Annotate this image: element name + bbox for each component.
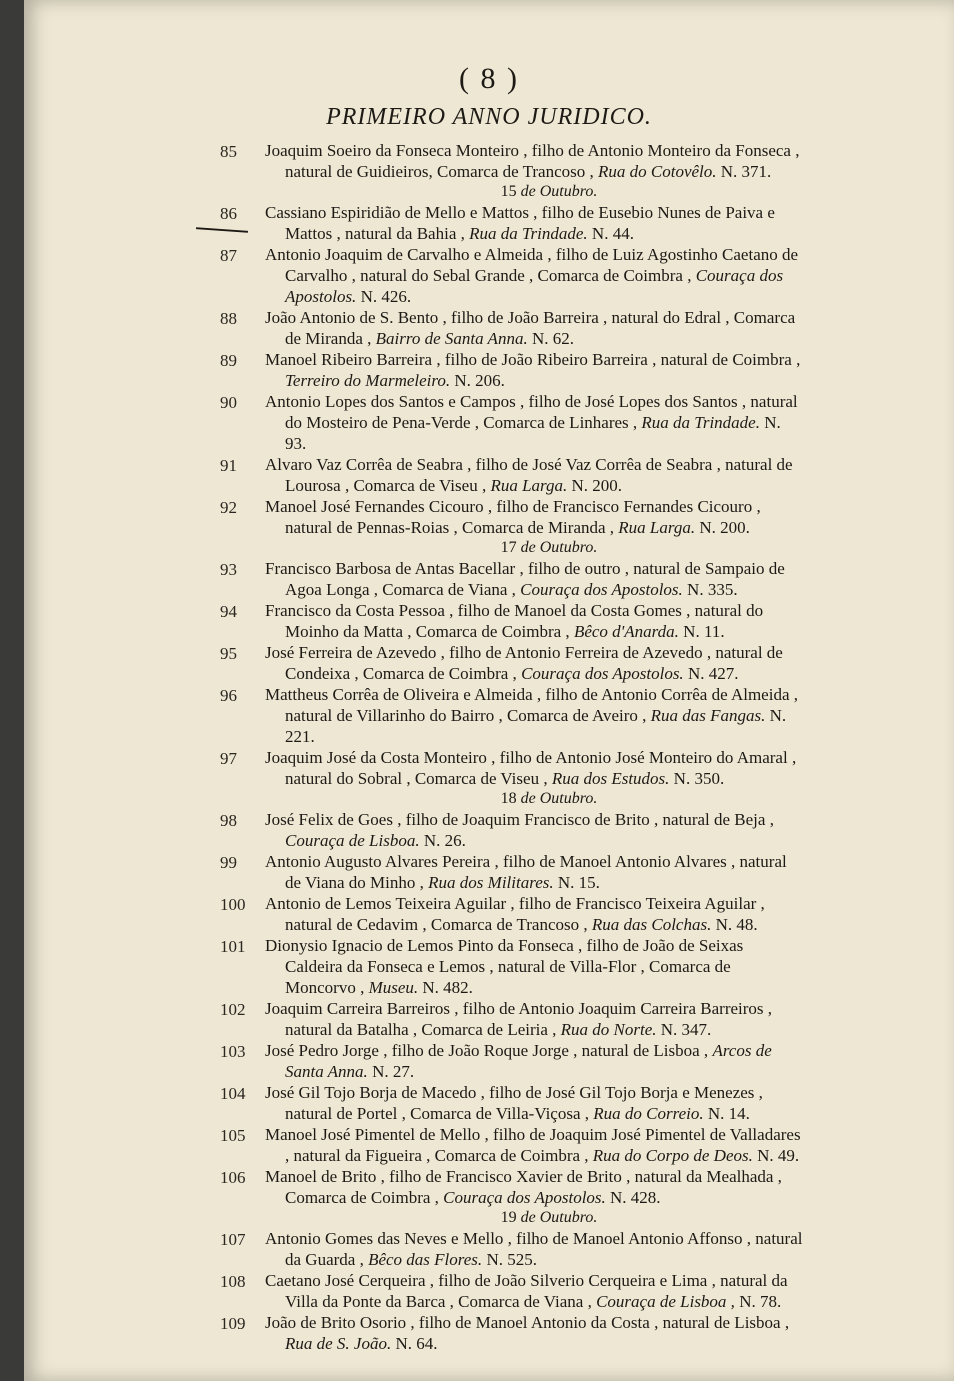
entry-description: Joaquim José da Costa Monteiro , filho de Antonio José Monteiro do Amaral , natural do Sobral , Comarca de Viseu ,: [265, 748, 797, 788]
entry-number: 102: [220, 1000, 246, 1019]
list-item: [24, 1270, 954, 1312]
entry-house-number: N. 64.: [395, 1334, 438, 1353]
entry-street: Rua de S. João.: [285, 1334, 392, 1353]
entry-street: Bairro de Santa Anna.: [375, 329, 528, 348]
entry-number: 107: [220, 1230, 246, 1249]
running-head: PRIMEIRO ANNO JURIDICO.: [326, 104, 652, 130]
entry-description: Cassiano Espiridião de Mello e Mattos , filho de Eusebio Nunes de Paiva e Mattos , natural da Bahia ,: [265, 203, 775, 243]
entry-house-number: N. 200.: [571, 476, 623, 495]
entry-house-number: N. 27.: [372, 1062, 415, 1081]
entry-description: Antonio Augusto Alvares Pereira , filho de Manoel Antonio Alvares , natural de Viana do Minho ,: [265, 852, 787, 892]
date-month: de Outubro.: [520, 1209, 598, 1226]
entry-text: [265, 998, 805, 1040]
entry-description: Manoel Ribeiro Barreira , filho de João Ribeiro Barreira , natural de Coimbra ,: [265, 350, 801, 369]
entry-street: Rua Larga.: [490, 476, 568, 495]
entry-street: Arcos de Santa Anna.: [285, 1041, 772, 1081]
entry-description: Joaquim Carreira Barreiros , filho de Antonio Joaquim Carreira Barreiros , natural da Batalha , Comarca de Leiria ,: [265, 999, 773, 1039]
list-item: [24, 684, 954, 747]
date-heading: [24, 538, 954, 558]
entry-text: [265, 1124, 805, 1166]
entry-house-number: N. 206.: [454, 371, 505, 390]
entry-number: 85: [220, 142, 237, 161]
entry-text: [265, 684, 805, 747]
entry-street: Couraça dos Apostolos.: [443, 1188, 606, 1207]
entry-house-number: N. 525.: [486, 1250, 537, 1269]
entry-description: João de Brito Osorio , filho de Manoel Antonio da Costa , natural de Lisboa ,: [265, 1313, 790, 1332]
entry-text: [265, 851, 805, 893]
date-day: 19: [500, 1209, 517, 1226]
entry-text: [265, 496, 805, 538]
entry-text: [265, 307, 805, 349]
date-heading: [24, 1208, 954, 1228]
entry-street: Couraça dos Apostolos.: [521, 664, 684, 683]
entry-house-number: N. 427.: [687, 664, 739, 683]
entry-number: 103: [220, 1042, 246, 1061]
entry-house-number: N. 11.: [683, 622, 725, 641]
entry-text: [265, 1228, 805, 1270]
date-heading: [24, 789, 954, 809]
entry-number: 86: [220, 204, 237, 223]
list-item: [24, 1228, 954, 1270]
entry-number: 101: [220, 937, 246, 956]
entry-description: José Ferreira de Azevedo , filho de Antonio Ferreira de Azevedo , natural de Condeixa , Comarca de Coimbra ,: [265, 643, 783, 683]
entry-house-number: N. 335.: [687, 580, 738, 599]
entry-text: [265, 244, 805, 307]
entry-house-number: N. 347.: [660, 1020, 712, 1039]
entry-street: Couraça de Lisboa ,: [596, 1292, 735, 1311]
entry-house-number: N. 428.: [610, 1188, 661, 1207]
list-item: [24, 1124, 954, 1166]
date-day: 18: [500, 790, 517, 807]
entry-number: 98: [220, 811, 237, 830]
entry-description: Mattheus Corrêa de Oliveira e Almeida , filho de Antonio Corrêa de Almeida , natural de Villarinho do Bairro , Comarca de Aveiro ,: [265, 685, 798, 725]
entry-number: 95: [220, 644, 237, 663]
entry-description: Manoel de Brito , filho de Francisco Xavier de Brito , natural da Mealhada , Comarca de Coimbra ,: [265, 1167, 782, 1207]
entry-house-number: N. 482.: [422, 978, 473, 997]
list-item: [24, 391, 954, 454]
entry-house-number: N. 93.: [285, 413, 781, 453]
list-item: [24, 349, 954, 391]
entry-street: Terreiro do Marmeleiro.: [285, 371, 451, 390]
entry-text: [265, 1166, 805, 1208]
date-day: 15: [500, 183, 517, 200]
entry-street: Rua Larga.: [618, 518, 696, 537]
entry-street: Bêco d'Anarda.: [573, 622, 679, 641]
entry-number: 106: [220, 1168, 246, 1187]
entry-street: Rua das Fangas.: [650, 706, 766, 725]
entry-street: Museu.: [368, 978, 419, 997]
entry-house-number: N. 48.: [715, 915, 758, 934]
date-day: 17: [500, 539, 517, 556]
entry-house-number: N. 26.: [423, 831, 466, 850]
entry-text: [265, 454, 805, 496]
entry-number: 93: [220, 560, 237, 579]
list-item: [24, 496, 954, 538]
entry-number: 90: [220, 393, 237, 412]
entry-list: [24, 140, 954, 1354]
entry-house-number: N. 62.: [531, 329, 574, 348]
entry-street: Couraça dos Apostolos.: [285, 266, 784, 306]
entry-description: João Antonio de S. Bento , filho de João Barreira , natural do Edral , Comarca de Miranda ,: [265, 308, 796, 348]
entry-number: 109: [220, 1314, 246, 1333]
entry-number: 96: [220, 686, 237, 705]
list-item: [24, 935, 954, 998]
entry-text: [265, 642, 805, 684]
list-item: [24, 851, 954, 893]
entry-street: Rua do Correio.: [593, 1104, 704, 1123]
entry-description: José Pedro Jorge , filho de João Roque Jorge , natural de Lisboa ,: [265, 1041, 709, 1060]
list-item: [24, 244, 954, 307]
list-item: [24, 1082, 954, 1124]
entry-street: Rua das Colchas.: [591, 915, 712, 934]
entry-house-number: N. 350.: [673, 769, 725, 788]
entry-text: [265, 893, 805, 935]
entry-number: 92: [220, 498, 237, 517]
list-item: [24, 642, 954, 684]
date-heading: [24, 182, 954, 202]
entry-text: [265, 140, 805, 182]
entry-text: [265, 1270, 805, 1312]
list-item: [24, 1166, 954, 1208]
entry-description: Joaquim Soeiro da Fonseca Monteiro , filho de Antonio Monteiro da Fonseca , natural de Guidieiros, Comarca de Trancoso ,: [265, 141, 800, 181]
list-item: [24, 140, 954, 182]
list-item: [24, 893, 954, 935]
entry-description: Manoel José Pimentel de Mello , filho de Joaquim José Pimentel de Valladares , natural da Figueira , Comarca de Coimbra ,: [265, 1125, 801, 1165]
entry-street: Rua do Cotovêlo.: [598, 162, 717, 181]
entry-house-number: N. 44.: [591, 224, 634, 243]
list-item: [24, 1040, 954, 1082]
list-item: [24, 809, 954, 851]
list-item: [24, 998, 954, 1040]
entry-description: José Gil Tojo Borja de Macedo , filho de José Gil Tojo Borja e Menezes , natural de Portel , Comarca de Villa-Viçosa ,: [265, 1083, 763, 1123]
entry-number: 87: [220, 246, 237, 265]
list-item: [24, 202, 954, 244]
entry-description: José Felix de Goes , filho de Joaquim Francisco de Brito , natural de Beja ,: [265, 810, 774, 829]
entry-street: Couraça dos Apostolos.: [520, 580, 683, 599]
entry-number: 94: [220, 602, 237, 621]
entry-number: 100: [220, 895, 246, 914]
document-page: [24, 0, 954, 1381]
entry-text: [265, 391, 805, 454]
date-month: de Outubro.: [520, 183, 598, 200]
entry-street: Rua da Trindade.: [641, 413, 760, 432]
entry-text: [265, 747, 805, 789]
entry-description: Alvaro Vaz Corrêa de Seabra , filho de José Vaz Corrêa de Seabra , natural de Lourosa , Comarca de Viseu ,: [265, 455, 793, 495]
page-number: ( 8 ): [459, 62, 519, 95]
list-item: [24, 1312, 954, 1354]
entry-text: [265, 202, 805, 244]
entry-street: Rua da Trindade.: [469, 224, 588, 243]
entry-text: [265, 600, 805, 642]
list-item: [24, 600, 954, 642]
entry-description: Antonio Joaquim de Carvalho e Almeida , filho de Luiz Agostinho Caetano de Carvalho , natural do Sebal Grande , Comarca de Coimbra ,: [265, 245, 799, 285]
entry-description: Antonio Lopes dos Santos e Campos , filho de José Lopes dos Santos , natural do Mosteiro de Pena-Verde , Comarca de Linhares ,: [265, 392, 798, 432]
list-item: [24, 454, 954, 496]
entry-street: Bêco das Flores.: [368, 1250, 483, 1269]
entry-house-number: N. 14.: [707, 1104, 750, 1123]
entry-description: Dionysio Ignacio de Lemos Pinto da Fonseca , filho de João de Seixas Caldeira da Fonseca e Lemos , natural de Villa-Flor , Comarca de Moncorvo ,: [265, 936, 744, 997]
entry-number: 108: [220, 1272, 246, 1291]
entry-text: [265, 558, 805, 600]
entry-description: Francisco da Costa Pessoa , filho de Manoel da Costa Gomes , natural do Moinho da Matta , Comarca de Coimbra ,: [265, 601, 764, 641]
entry-text: [265, 935, 805, 998]
entry-description: Caetano José Cerqueira , filho de João Silverio Cerqueira e Lima , natural da Villa da Ponte da Barca , Comarca de Viana ,: [265, 1271, 788, 1311]
entry-text: [265, 1082, 805, 1124]
entry-number: 105: [220, 1126, 246, 1145]
entry-house-number: N. 371.: [720, 162, 772, 181]
entry-description: Manoel José Fernandes Cicouro , filho de Francisco Fernandes Cicouro , natural de Pennas-Roias , Comarca de Miranda ,: [265, 497, 761, 537]
entry-text: [265, 1040, 805, 1082]
date-month: de Outubro.: [520, 790, 598, 807]
entry-house-number: N. 221.: [285, 706, 787, 746]
entry-street: Rua do Norte.: [560, 1020, 657, 1039]
entry-number: 97: [220, 749, 237, 768]
entry-number: 88: [220, 309, 237, 328]
entry-number: 89: [220, 351, 237, 370]
entry-street: Rua dos Estudos.: [551, 769, 670, 788]
entry-description: Antonio de Lemos Teixeira Aguilar , filho de Francisco Teixeira Aguilar , natural de Cedavim , Comarca de Trancoso ,: [265, 894, 765, 934]
entry-text: [265, 1312, 805, 1354]
entry-number: 91: [220, 456, 237, 475]
list-item: [24, 307, 954, 349]
list-item: [24, 558, 954, 600]
entry-description: Antonio Gomes das Neves e Mello , filho de Manoel Antonio Affonso , natural da Guarda ,: [265, 1229, 803, 1269]
entry-house-number: N. 426.: [360, 287, 412, 306]
date-month: de Outubro.: [520, 539, 598, 556]
entry-street: Rua do Corpo de Deos.: [592, 1146, 753, 1165]
entry-description: Francisco Barbosa de Antas Bacellar , filho de outro , natural de Sampaio de Agoa Longa , Comarca de Viana ,: [265, 559, 785, 599]
entry-text: [265, 809, 805, 851]
entry-house-number: N. 15.: [557, 873, 600, 892]
entry-street: Rua dos Militares.: [428, 873, 554, 892]
entry-house-number: N. 49.: [757, 1146, 800, 1165]
entry-street: Couraça de Lisboa.: [285, 831, 420, 850]
entry-number: 104: [220, 1084, 246, 1103]
list-item: [24, 747, 954, 789]
entry-house-number: N. 200.: [699, 518, 750, 537]
entry-text: [265, 349, 805, 391]
entry-house-number: N. 78.: [739, 1292, 782, 1311]
entry-number: 99: [220, 853, 237, 872]
